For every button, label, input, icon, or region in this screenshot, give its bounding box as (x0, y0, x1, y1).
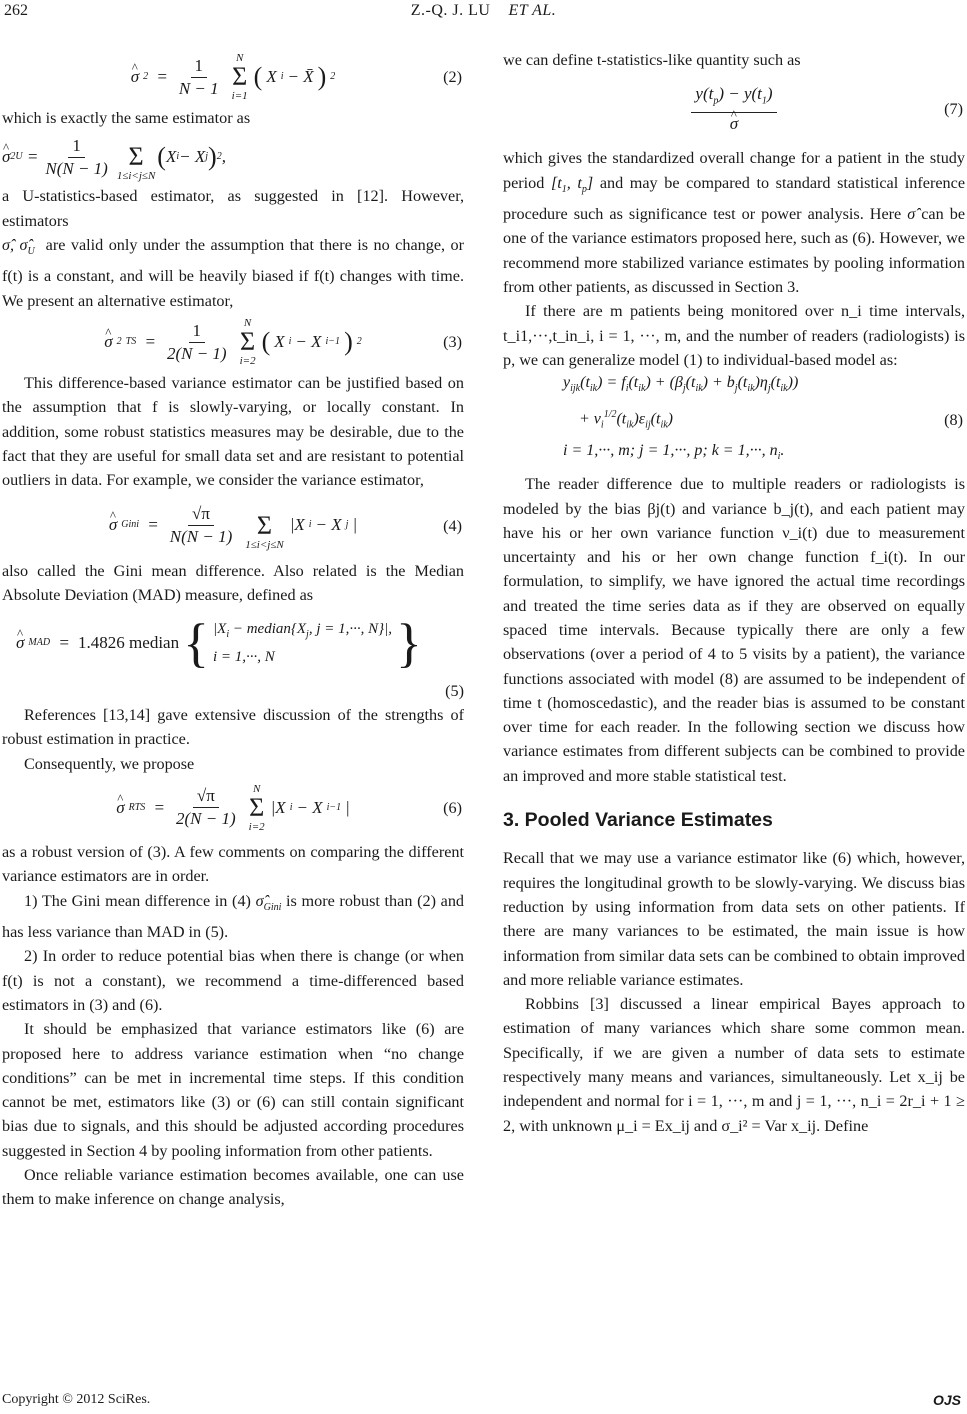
paragraph: Robbins [3] discussed a linear empirical Bayes approach to estimation of many variances which share some common mean. Specifically, if we are given a number of data sets to estimate respectively many means and variances, simultaneously. Let x_ij be independent and normal for i = 1, ···, m and j = 1, ···, n_i = 2r_i + 1 ≥ 2, with unknown μ_i = Ex_ij and σ_i² = Var x_ij. Define (503, 995, 965, 1135)
paragraph: 1) The Gini mean difference in (4) $\sigmâ_{Gini}$ is more robust than (2) and has less variance than MAD in (5). (2, 891, 465, 942)
left-column (2, 48, 464, 1212)
right-column (503, 48, 965, 1138)
copyright: Copyright © 2012 SciRes. (2, 1392, 151, 1407)
paragraph: Once reliable variance estimation becomes available, one can use them to make inference on change analysis, (2, 1166, 464, 1209)
equation-2: ^ σ 2 = $\frac{1}{N - 1}$ N Σ i=1 ( X i − X̄ ) 2 (2) (2, 48, 464, 106)
paragraph: σ̂, $\sigmâ_U$ are valid only under the assumption that there is no change, or f(t) is a constant, and will be heavily biased if f(t) changes with time. We present an alternative estimator, (2, 235, 465, 310)
paragraph: also called the Gini mean difference. Also related is the Median Absolute Deviation (MAD) measure, defined as (2, 561, 464, 604)
page-number: 262 (4, 2, 28, 19)
equation-number: (7) (944, 100, 963, 119)
running-head (0, 2, 967, 20)
equation-number: (3) (443, 332, 462, 351)
equation-number: (4) (443, 516, 462, 535)
page-footer (0, 1392, 967, 1412)
paragraph: we can define t-statistics-like quantity such as (503, 51, 801, 69)
equation-8: $y_{ijk}(t_{ik}) = f_i(t_{ik}) + (\beta_j(t_{ik}) + b_j(t_{ik})\eta_j(t_{ik}))$ + $\nu_i^{1/2}(t_{ik})\varepsilon_{ij}(t_{ik})$ i = 1,···, m; j = 1,···, p; k = 1,···, $n_i$. (8) (563, 373, 963, 463)
running-header (0, 0, 967, 30)
paragraph: Consequently, we propose (24, 754, 195, 773)
paragraph: References [13,14] gave extensive discussion of the strengths of robust estimation in practice. (2, 706, 464, 749)
running-head-etal: ET AL. (508, 2, 557, 19)
paragraph: which gives the standardized overall change for a patient in the study period [$t_1$, $t_p$] and may be compared to standard statistical inference procedure such as significance test or power analysis. Here σ̂ can be one of the variance estimators proposed here, such as (6). However, we recommend more stabilized variance estimates by pooling information from other patients, as discussed in Section 3. (503, 149, 966, 297)
paragraph: Recall that we may use a variance estimator like (6) which, however, requires the longitudinal growth to be slowly-varying. We discuss bias reduction by using information from data sets on other patients. If there are many variances to be estimated, the main issue is how information from similar data sets can be combined to obtain improved and more reliable variance estimates. (503, 849, 965, 989)
inline-equation-u-statistic: ^ σ 2 U = $\frac{1}{N(N - 1)}$ Σ 1≤i<j≤N ( X i − X j ) 2 , (2, 130, 464, 184)
equation-3: ^ σ 2 TS = $\frac{1}{2(N - 1)}$ N Σ i=2 ( X i − X i−1 ) 2 (3) (2, 313, 464, 371)
journal-abbrev: OJS (932, 1392, 961, 1408)
section-title: 3. Pooled Variance Estimates (503, 809, 773, 832)
paragraph: a U-statistics-based estimator, as suggested in [12]. However, estimators (2, 187, 464, 230)
equation-number: (2) (443, 67, 462, 86)
paragraph: 2) In order to reduce potential bias when there is change (or when f(t) is not a constant), we recommend a time-differenced based estimators in (3) and (6). (2, 947, 464, 1014)
paragraph: which is exactly the same estimator as (2, 109, 251, 127)
paragraph: The reader difference due to multiple readers or radiologists is modeled by the bias βj(t) and variance b_j(t), and each patient may have his or her own variance function ν_i(t) due to measurement uncertainty and his or her own change function f_i(t). In our formulation, to simplify, we have ignored the actual time recordings and treated the time series data as if they are observed on equally spaced time intervals. Because typically there are only a few observations (over a period of 4 to 5 visits by a patient), the variance functions associated with model (8) are assumed to be independent of time t (homoscedastic), and the reader bias is assumed to be constant over time for each reader. In the following section we discuss how variance estimates from different subjects can be combined to provide an improved and more stable statistical test. (503, 475, 965, 785)
paragraph: as a robust version of (3). A few comments on comparing the different variance estimators are in order. (2, 842, 464, 886)
equation-4: ^ σ Gini = $\frac{√\pi}{N(N - 1)}$ Σ 1≤i<j≤N |X i − X j | (4) (2, 493, 464, 559)
equation-7: $y(t_p) - y(t_1)$ ^ σ (7) (503, 72, 965, 146)
paragraph: If there are m patients being monitored over n_i time intervals, t_i1,···,t_in_i, i = 1, ···, m, and the number of readers (radiologists) is p, we can generalize model (1) to individual-based model as: (503, 302, 965, 369)
equation-number: (5) (445, 682, 464, 701)
equation-number: (6) (443, 798, 462, 817)
equation-number: (8) (944, 411, 963, 430)
paragraph: It should be emphasized that variance estimators like (6) are proposed here to address variance estimation when “no change conditions” can be met in incremental time steps. If this condition cannot be met, estimators like (3) or (6) can still contain significant bias due to signals, and this should be adjusted according procedures suggested in Section 4 by pooling information from other patients. (2, 1020, 464, 1160)
paragraph: This difference-based variance estimator can be justified based on the assumption that f is slowly-varying, or locally constant. In addition, some robust statistics measures may be desirable, due to the fact that they are useful for small data set and are resistant to potential outliers in data. For example, we consider the variance estimator, (2, 374, 464, 490)
equation-6: ^ σ RTS = $\frac{√\pi}{2(N - 1)}$ N Σ i=2 |X i − X i−1 | (6) (2, 776, 464, 840)
equation-5: ^ σ MAD = 1.4826 median { $|X_i$ − $median\{X_j$, j = 1,···, N}|, i = 1,···, N } (2, 607, 464, 679)
running-head-authors: Z.-Q. J. LU (410, 2, 491, 19)
